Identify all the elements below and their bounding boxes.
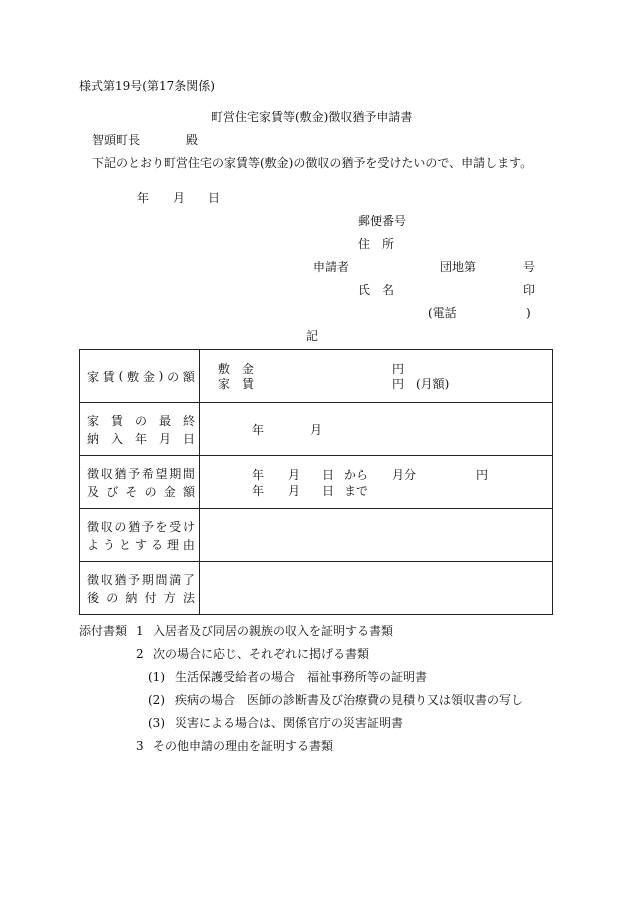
label-char: 法 (182, 590, 195, 605)
attachment-sub-number: (1) (148, 670, 165, 684)
label-char: 終 (182, 413, 195, 428)
row-label-last-payment (80, 403, 200, 456)
yen-label: 円 (392, 377, 405, 391)
ki-heading: 記 (306, 329, 319, 343)
attachment-sub-item: 生活保護受給者の場合 福祉事務所等の証明書 (175, 670, 428, 684)
label-char: ) (158, 369, 164, 383)
reason-cell[interactable] (200, 509, 553, 562)
phone-open-label: (電話 (428, 306, 457, 320)
year-label: 年 (252, 468, 265, 482)
table-row (80, 403, 553, 456)
label-char: 年 (134, 431, 147, 446)
yen-label: 円 (392, 362, 405, 376)
row-label-deferral-period (80, 456, 200, 509)
label-char: 予 (141, 519, 154, 534)
address-label: 住 所 (358, 237, 395, 251)
label-char: の (134, 413, 147, 428)
label-char: 金 (142, 369, 155, 384)
label-char: の (106, 590, 119, 605)
label-char: を (155, 519, 168, 534)
label-line (87, 411, 195, 429)
postal-code-label: 郵便番号 (358, 214, 407, 228)
label-line (87, 517, 195, 535)
label-line (87, 588, 195, 606)
label-char: 収 (100, 466, 113, 481)
label-char: 最 (158, 413, 171, 428)
label-char: 及 (87, 484, 100, 499)
attachment-sub-item: 疾病の場合 医師の診断書及び治療費の見積り又は領収書の写し (175, 693, 524, 707)
day-label: 日 (322, 468, 335, 482)
label-char: そ (125, 484, 138, 499)
applicant-label: 申請者 (313, 260, 350, 274)
payment-method-cell[interactable] (200, 562, 553, 615)
attachment-number: 2 (136, 647, 144, 661)
label-char: 受 (169, 519, 182, 534)
monthly-label: (月額) (416, 377, 450, 391)
table-row (80, 456, 553, 509)
until-label: まで (344, 484, 369, 498)
number-unit-label: 号 (523, 260, 536, 274)
label-char: 徴 (87, 572, 100, 587)
label-char: す (134, 537, 147, 552)
date-month: 月 (173, 191, 186, 205)
month-label: 月 (288, 468, 301, 482)
attachment-item: 次の場合に応じ、それぞれに掲げる書類 (153, 647, 370, 661)
label-char: 日 (182, 431, 195, 446)
attachment-item: 入居者及び同居の親族の収入を証明する書類 (153, 624, 394, 638)
attachment-item: その他申請の理由を証明する書類 (153, 739, 334, 753)
row-label-payment-method (80, 562, 200, 615)
label-char: 期 (141, 572, 154, 587)
label-char: 付 (144, 590, 157, 605)
label-char: 納 (87, 431, 100, 446)
label-char: 家 (87, 413, 100, 428)
from-label: から (344, 468, 369, 482)
attachment-number: 1 (136, 624, 144, 638)
label-char: 納 (125, 590, 138, 605)
label-char: 額 (182, 369, 195, 384)
label-char: 収 (100, 519, 113, 534)
seal-label: 印 (523, 283, 536, 297)
label-char: 猶 (128, 519, 141, 534)
addressee-name: 智頭町長 (92, 133, 141, 147)
label-char: 金 (163, 484, 176, 499)
table-row (80, 562, 553, 615)
label-char: 予 (128, 572, 141, 587)
label-char: 額 (182, 484, 195, 499)
row-label-rent-amount (80, 350, 200, 403)
label-char: 予 (128, 466, 141, 481)
year-label: 年 (252, 484, 265, 498)
rent-amount-cell[interactable] (200, 350, 553, 403)
label-char: と (118, 537, 131, 552)
months-label: 月分 (392, 468, 417, 482)
label-char: 月 (158, 431, 171, 446)
label-char: け (182, 519, 195, 534)
label-char: 猶 (114, 572, 127, 587)
addressee-honorific: 殿 (186, 133, 199, 147)
deposit-label: 敷 金 (218, 362, 255, 376)
complex-label: 団地第 (440, 260, 477, 274)
year-label: 年 (252, 423, 265, 437)
label-line (87, 535, 195, 553)
intro-text: 下記のとおり町営住宅の家賃等(敷金)の徴収の猶予を受けたいので、申請します。 (92, 156, 533, 170)
label-char: 方 (163, 590, 176, 605)
label-char: の (144, 484, 157, 499)
label-char: 家 (87, 369, 100, 384)
label-char: う (102, 537, 115, 552)
label-char: 期 (169, 466, 182, 481)
label-char: 徴 (87, 466, 100, 481)
name-label: 氏 名 (358, 283, 395, 297)
label-char: 希 (141, 466, 154, 481)
label-line (87, 429, 195, 447)
day-label: 日 (322, 484, 335, 498)
label-char: 了 (182, 572, 195, 587)
table-row (80, 350, 553, 403)
application-table (79, 349, 553, 615)
label-char: 徴 (87, 519, 100, 534)
date-year: 年 (137, 191, 150, 205)
label-line (87, 367, 195, 385)
label-char: 入 (110, 431, 123, 446)
deferral-period-cell[interactable] (200, 456, 553, 509)
form-number: 様式第19号(第17条関係) (79, 79, 215, 93)
label-char: 収 (100, 572, 113, 587)
label-char: 賃 (102, 369, 115, 384)
attachment-sub-item: 災害による場合は、関係官庁の災害証明書 (175, 716, 404, 730)
label-char: の (167, 369, 180, 384)
yen-label: 円 (476, 468, 489, 482)
attachment-number: 3 (136, 739, 144, 753)
phone-close-label: ) (526, 306, 531, 320)
label-char: 由 (182, 537, 195, 552)
last-payment-cell[interactable] (200, 403, 553, 456)
label-char: 後 (87, 590, 100, 605)
table-row (80, 509, 553, 562)
label-line (87, 464, 195, 482)
attachment-sub-number: (2) (148, 693, 165, 707)
label-line (87, 482, 195, 500)
label-char: 敷 (127, 369, 140, 384)
label-char: 賃 (110, 413, 123, 428)
label-char: の (114, 519, 127, 534)
label-char: 満 (169, 572, 182, 587)
month-label: 月 (288, 484, 301, 498)
label-char: 猶 (114, 466, 127, 481)
attachments-label: 添付書類 (79, 624, 128, 638)
label-char: 望 (155, 466, 168, 481)
label-char: ( (118, 369, 124, 383)
rent-label: 家 賃 (218, 377, 255, 391)
attachment-sub-number: (3) (148, 716, 165, 730)
date-day: 日 (208, 191, 221, 205)
label-line (87, 570, 195, 588)
month-label: 月 (310, 423, 323, 437)
label-char: よ (87, 537, 100, 552)
label-char: る (150, 537, 163, 552)
label-char: 理 (166, 537, 179, 552)
label-char: 間 (182, 466, 195, 481)
label-char: び (106, 484, 119, 499)
row-label-reason (80, 509, 200, 562)
label-char: 間 (155, 572, 168, 587)
form-title: 町営住宅家賃等(敷金)徴収猶予申請書 (211, 110, 413, 124)
